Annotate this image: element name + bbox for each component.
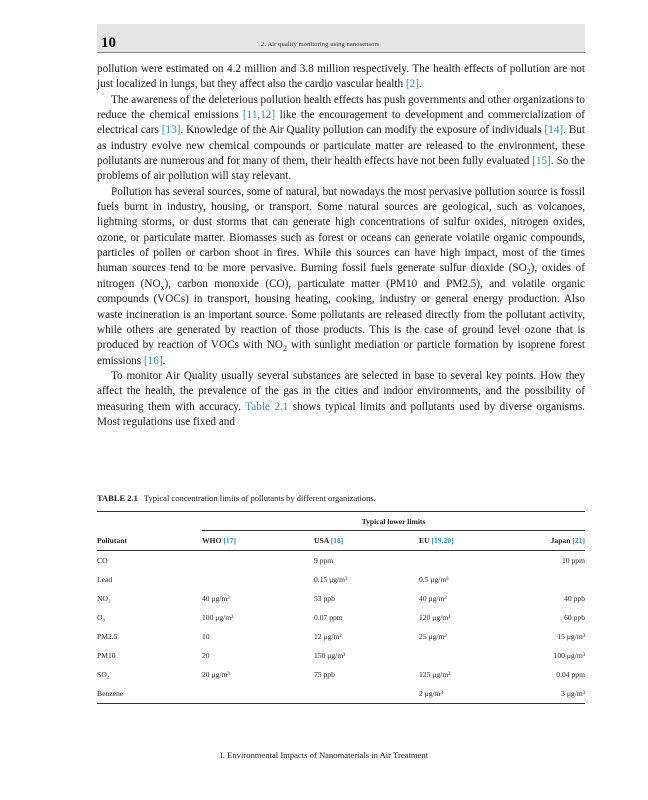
cell-japan: 100 μg/m³: [553, 651, 585, 660]
cell-eu: 120 μg/m³: [419, 613, 451, 622]
col-header-who: WHO [17]: [202, 531, 314, 551]
table-row: [97, 608, 585, 627]
table-group-header-row: [97, 512, 585, 531]
cell-who: 100 μg/m³: [202, 613, 234, 622]
cell-who: [202, 551, 314, 571]
table-row: [97, 646, 585, 665]
table-caption-text: Typical concentration limits of pollutants by different organizations.: [143, 493, 376, 503]
cell-eu: 125 μg/m³: [419, 670, 451, 679]
citation-link[interactable]: [15]: [532, 155, 551, 168]
cell-usa: 150 μg/m³: [314, 651, 346, 660]
body-text: [97, 62, 585, 430]
citation-link[interactable]: [17]: [223, 536, 236, 545]
table-header-row: [97, 531, 585, 551]
col-header-pollutant: Pollutant: [97, 531, 202, 551]
table-row: [97, 589, 585, 608]
citation-link[interactable]: [19,20]: [431, 536, 454, 545]
citation-link[interactable]: [18]: [330, 536, 344, 545]
cell-usa: [314, 684, 419, 704]
paragraph-1: pollution were estimated on 4.2 million and 3.8 million respectively. The health effects of pollution are not just localized in lungs, but they affect also the cardio vascular health [2].: [97, 63, 585, 91]
cell-pollutant: SO₂: [97, 670, 110, 679]
citation-link[interactable]: [13]: [161, 124, 181, 137]
cell-eu: [419, 551, 524, 571]
cell-usa: 53 ppb: [314, 594, 335, 603]
cell-usa: 12 μg/m³: [314, 632, 342, 641]
cell-pollutant: Benzene: [97, 684, 202, 704]
cell-eu: 0.5 μg/m³: [419, 575, 449, 584]
paragraph-3: Pollution has several sources, some of natural, but nowadays the most pervasive pollution source is fossil fuels burnt in industry, housing, or transport. Some natural sources are geological, such as volcanoes, lightning storms, or dust storms that can generate high concentrations of sulfur oxides, nitrogen oxides, ozone, or particulate matter. Biomasses such as forest or oceans can generate volatile organic compounds, particles of pollen or carbon shoot in fires. While this sources can have high impact, most of the times human sources tend to be more pervasive. Burning fossil fuels generate sulfur dioxide $(SO_2)$, oxides of nitrogen $(NO_x)$, carbon monoxide (CO), particulate matter (PM10 and PM2.5), and volatile organic compounds (VOCs) in transport, housing heating, cooking, industry or general energy production. Also waste incineration is an important source. Some pollutants are released directly from the pollutant activity, while others are generated by reaction of those products. This is the case of ground level ozone that is produced by reaction of VOCs with $NO_2$ with sunlight mediation or particle formation by isoprene forest emissions [16].: [97, 185, 586, 367]
citation-link[interactable]: [11,12]: [242, 109, 276, 122]
cell-who: [202, 684, 314, 704]
paragraph-2: The awareness of the deleterious pollution health effects has push governments and other organizations to reduce the chemical emissions [11,12] like the encouragement to development and commercialization of electrical cars [13]. Knowledge of the Air Quality pollution can modify the exposure of individuals [14]. But as industry evolve new chemical compounds or particulate matter are released to the environment, these pollutants are numerous and for many of them, their health effects have not been fully evaluated [15]. So the problems of air pollution will stay relevant.: [97, 93, 586, 183]
cell-japan: 15 μg/m³: [557, 632, 585, 641]
col-header-usa: USA [18]: [314, 531, 419, 551]
cell-eu: 40 μg/m³: [419, 594, 447, 603]
cell-eu: 2 μg/m³: [419, 684, 524, 704]
cell-japan: 40 ppb: [564, 594, 585, 603]
cell-usa: 0.07 ppm: [314, 613, 343, 622]
cell-who: 20: [202, 651, 210, 660]
cell-pollutant: PM2.5: [97, 632, 118, 641]
cell-japan: 0.04 ppm: [556, 670, 585, 679]
table-row: [97, 551, 585, 571]
citation-link[interactable]: [21]: [572, 536, 585, 545]
citation-link[interactable]: [14]: [544, 124, 564, 137]
cell-who: 40 μg/m³: [202, 594, 230, 603]
cell-pollutant: CO: [97, 556, 108, 565]
table-row: [97, 684, 585, 704]
table-row: [97, 570, 585, 589]
cell-japan: 60 ppb: [564, 613, 585, 622]
running-head-title: 2. Air quality monitoring using nanosensors: [261, 41, 380, 48]
citation-link[interactable]: [16]: [143, 354, 163, 367]
table-caption: [97, 493, 585, 503]
cell-pollutant: NO₂: [97, 594, 111, 603]
cell-pollutant: O₃: [97, 613, 106, 622]
table-reference-link[interactable]: Table 2.1: [245, 400, 289, 413]
cell-eu: 25 μg/m³: [419, 632, 447, 641]
page-footer: I. Environmental Impacts of Nanomaterials in Air Treatment: [219, 750, 429, 760]
running-header: [97, 24, 585, 53]
cell-japan: [524, 570, 585, 589]
cell-japan: 10 ppm: [562, 556, 585, 565]
cell-pollutant: Lead: [97, 575, 113, 584]
cell-eu: [419, 646, 524, 665]
paragraph-4: To monitor Air Quality usually several substances are selected in base to several key points. How they affect the health, the prevalence of the gas in the cities and indoor environments, and the possibility of measuring them with accuracy. Table 2.1 shows typical limits and pollutants used by diverse organisms. Most regulations use fixed and: [97, 369, 585, 428]
cell-pollutant: PM10: [97, 651, 116, 660]
pollutant-limits-table: [97, 511, 585, 704]
cell-who: 20 μg/m³: [202, 670, 230, 679]
col-header-eu: EU [19,20]: [419, 531, 524, 551]
cell-usa: 0.15 μg/m³: [314, 575, 348, 584]
col-header-japan: Japan [21]: [524, 531, 585, 551]
cell-japan: 3 μg/m³: [524, 684, 585, 704]
citation-link[interactable]: [2]: [405, 78, 419, 91]
cell-who: [202, 570, 314, 589]
page-number: 10: [101, 35, 116, 51]
group-header: Typical lower limits: [202, 512, 585, 531]
table-row: [97, 627, 585, 646]
cell-who: 10: [202, 632, 210, 641]
table-row: [97, 665, 585, 684]
table-caption-label: TABLE 2.1: [97, 493, 138, 503]
cell-usa: 9 ppm: [314, 556, 334, 565]
cell-usa: 75 ppb: [314, 670, 335, 679]
